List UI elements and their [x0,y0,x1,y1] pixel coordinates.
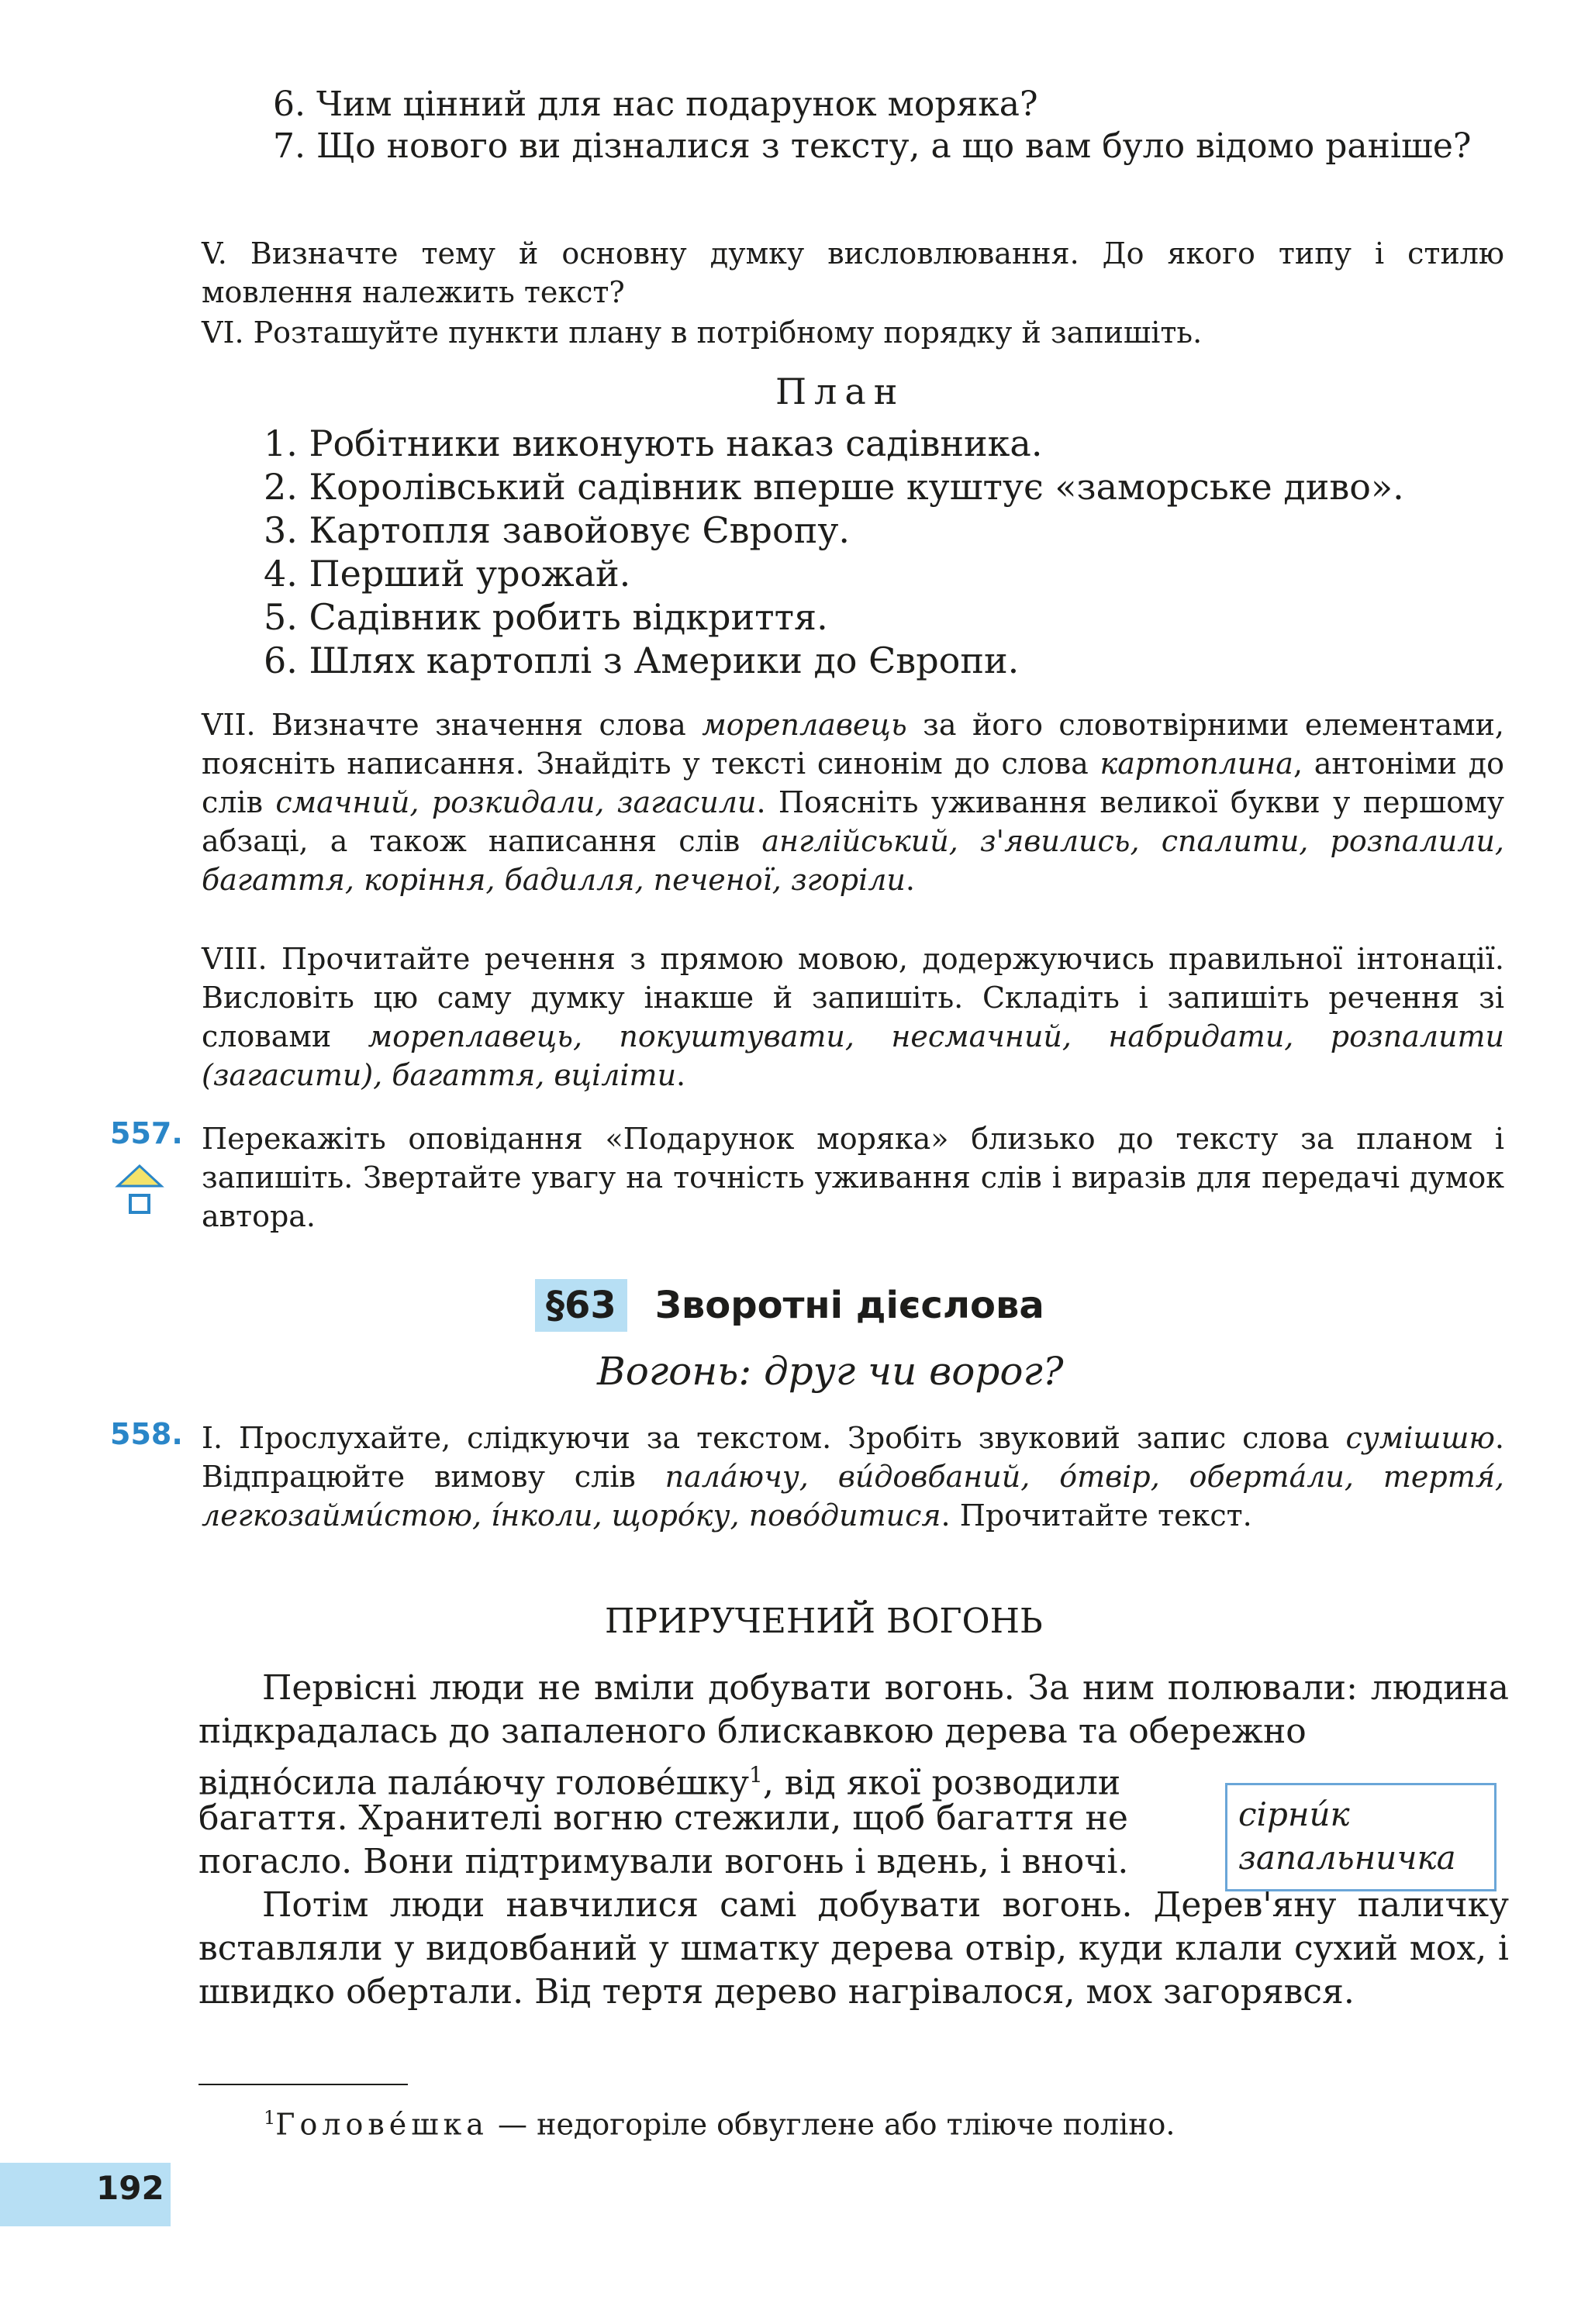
section-number-badge: §63 [535,1279,627,1332]
plan-title: План [775,371,906,412]
text-paragraph-1-line-4: багаття. Хранителі вогню стежили, щоб багаття не [198,1798,1128,1838]
section-subtitle: Вогонь: друг чи ворог? [597,1349,1064,1394]
text-paragraph-2: Потім люди навчилися самі добувати вогонь. Дерев'яну паличку вставляли у видовбаний у шматку дерева отвір, куди клали сухий мох, і швидко обертали. Від тертя дерево нагрівалося, мох загорявся. [198,1885,1509,2012]
exercise-557-number: 557. [110,1116,183,1150]
text-paragraph-1-line-3: відно́сила пала́ючу голове́шку$^1$, від якої розводили [198,1762,1121,1803]
task-5: V. Визначте тему й основну думку висловлювання. До якого типу і стилю мовлення належить текст? [202,236,1504,309]
task-6: VI. Розташуйте пункти плану в потрібному порядку й запишіть. [202,315,1203,350]
plan-item: 4. Перший урожай. [264,553,631,595]
plan-item: 5. Садівник робить відкриття. [264,596,828,638]
footnote: $^1$Голове́шка — недогоріле обвуглене або тліюче поліно. [264,2107,1175,2142]
text-title: ПРИРУЧЕНИЙ ВОГОНЬ [605,1602,1043,1641]
section-title: Зворотні дієслова [654,1284,1044,1327]
exercise-557-text: Перекажіть оповідання «Подарунок моряка» близько до тексту за планом і запишіть. Звертайте увагу на точність уживання слів і виразів для передачі думок автора. [202,1122,1504,1233]
plan-list [264,422,1404,682]
question-6: 6. Чим цінний для нас подарунок моряка? [273,84,1038,124]
vocabulary-word: сірни́к [1238,1795,1350,1833]
section-heading [535,1279,1044,1332]
plan-item: 3. Картопля завойовує Європу. [264,509,851,551]
task-7: VII. Визначте значення слова мореплавець за його словотвірними елементами, поясніть написання. Знайдіть у тексті синонім до слова картоплина, антоніми до слів смачний, розкидали, загасили. Поясніть уживання великої букви у першому абзаці, а також написання слів англійський, з'явились, спалити, розпалили, багаття, коріння, бадилля, печеної, згоріли. [202,708,1505,897]
plan-item: 6. Шлях картоплі з Америки до Європи. [264,640,1020,681]
text-paragraph-1-line-5: погасло. Вони підтримували вогонь і вдень, і вночі. [198,1842,1129,1881]
question-7: 7. Що нового ви дізналися з тексту, а що вам було відомо раніше? [273,126,1472,166]
exercise-558-number: 558. [110,1417,183,1451]
plan-item: 1. Робітники виконують наказ садівника. [264,422,1043,464]
exercise-558-text: І. Прослухайте, слідкуючи за текстом. Зробіть звуковий запис слова сумішшю. Відпрацюйте вимову слів пала́ючу, ви́довбаний, о́твір, оберта́ли, тертя́, легкозайми́стою, і́нколи, щоро́ку, пово́дитися. Прочитайте текст. [202,1421,1504,1533]
page-number: 192 [96,2169,164,2207]
vocabulary-box [1225,1783,1497,1891]
text-paragraph-1-lines-1-2: Первісні люди не вміли добувати вогонь. За ним полювали: людина підкрадалась до запаленого блискавкою дерева та обережно [198,1668,1509,1751]
footnote-divider [198,2084,408,2085]
vocabulary-word: запальничка [1238,1839,1456,1877]
house-icon [115,1163,164,1217]
task-8: VIII. Прочитайте речення з прямою мовою, додержуючись правильної інтонації. Висловіть цю саму думку інакше й запишіть. Складіть і запишіть речення зі словами мореплавець, покуштувати, несмачний, набридати, розпалити (загасити), багаття, вціліти. [202,942,1504,1092]
plan-item: 2. Королівський садівник вперше куштує «заморське диво». [264,466,1404,508]
